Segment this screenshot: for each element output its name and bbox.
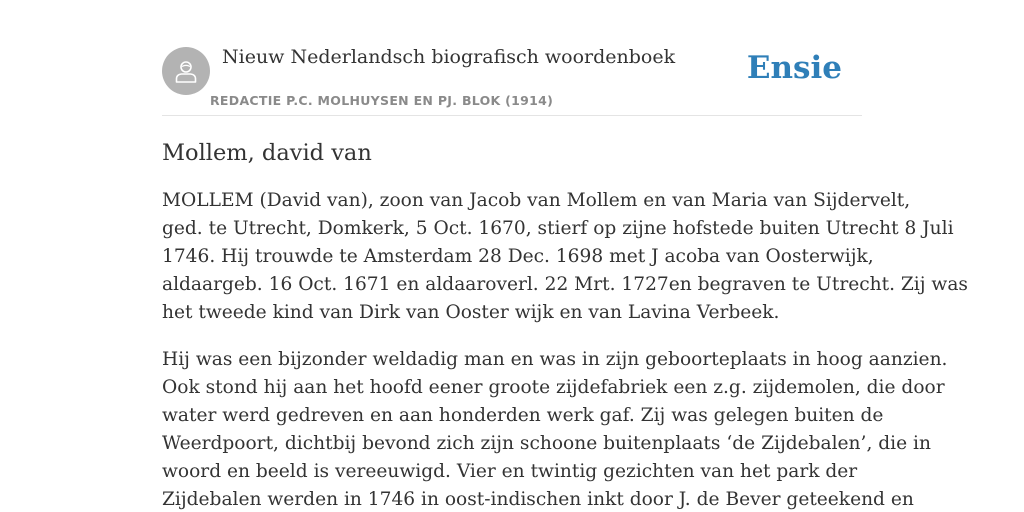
paragraph-line: Hij was een bijzonder weldadig man en was in zijn geboorteplaats in hoog aanzien.: [162, 349, 948, 370]
paragraph-line: het tweede kind van Dirk van Ooster wijk en van Lavina Verbeek.: [162, 302, 780, 323]
ensie-logo[interactable]: Ensie: [746, 50, 842, 86]
article-container: [162, 46, 968, 512]
paragraph-line: aldaargeb. 16 Oct. 1671 en aldaaroverl. 22 Mrt. 1727en begraven te Utrecht. Zij was: [162, 274, 968, 295]
paragraph-line: ged. te Utrecht, Domkerk, 5 Oct. 1670, stierf op zijne hofstede buiten Utrecht 8 Juli: [162, 218, 954, 239]
user-icon: [173, 58, 199, 84]
book-title[interactable]: Nieuw Nederlandsch biografisch woordenboek: [222, 46, 676, 68]
paragraph-line: Weerdpoort, dichtbij bevond zich zijn schoone buitenplaats ‘de Zijdebalen’, die in: [162, 433, 931, 454]
avatar[interactable]: [162, 47, 210, 95]
editors-credit: REDACTIE P.C. MOLHUYSEN EN PJ. BLOK (1914): [210, 93, 554, 108]
source-header: [162, 46, 862, 116]
paragraph-line: Ook stond hij aan het hoofd eener groote zijdefabriek een z.g. zijdemolen, die door: [162, 377, 945, 398]
paragraph-line: Zijdebalen werden in 1746 in oost-indischen inkt door J. de Bever geteekend en: [162, 489, 914, 510]
entry-paragraph-2: [162, 346, 948, 512]
entry-title: Mollem, david van: [162, 140, 372, 166]
paragraph-line: 1746. Hij trouwde te Amsterdam 28 Dec. 1698 met J acoba van Oosterwijk,: [162, 246, 874, 267]
paragraph-line: MOLLEM (David van), zoon van Jacob van Mollem en van Maria van Sijdervelt,: [162, 190, 911, 211]
entry-paragraph-1: [162, 187, 968, 327]
paragraph-line: woord en beeld is vereeuwigd. Vier en twintig gezichten van het park der: [162, 461, 858, 482]
paragraph-line: water werd gedreven en aan honderden werk gaf. Zij was gelegen buiten de: [162, 405, 884, 426]
